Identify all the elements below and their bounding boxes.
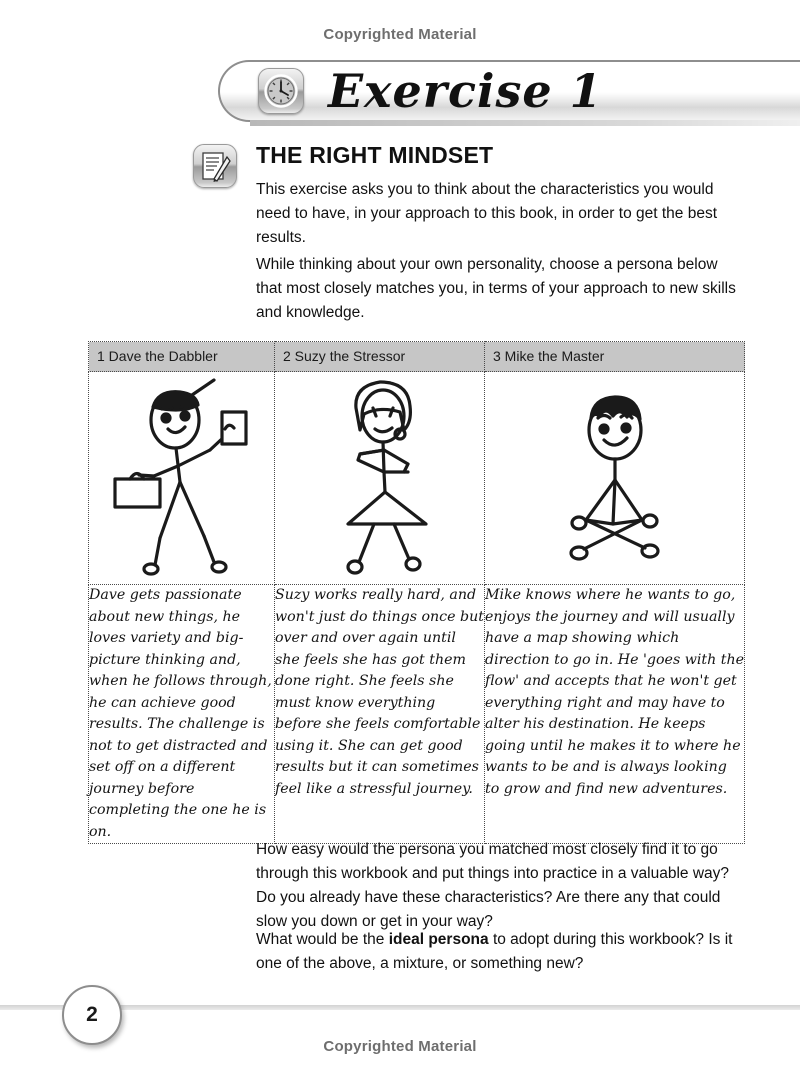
intro-paragraph: This exercise asks you to think about the characteristics you would need to have, in your approach to this book, in order to get the best results. [256, 181, 717, 246]
persona-header-dave: 1 Dave the Dabbler [89, 342, 275, 372]
section-title: THE RIGHT MINDSET [256, 142, 494, 168]
reflection-question-1: How easy would the persona you matched most closely find it to go through this workbook and put things into practice in a valuable way? Do you already have these characteristics? Are there any that could slow you down or get in your way? [256, 841, 730, 930]
persona-description-mike: Mike knows where he wants to go, enjoys the journey and will usually have a map showing which direction to go in. He 'goes with the flow' and accepts that he won't get everything right and may have to alter his destination. He keeps going until he makes it to where he wants to be and is always looking to grow and find new adventures. [485, 585, 745, 844]
stick-figure-mike-meditating [485, 372, 745, 585]
stick-figure-suzy-arms-crossed [275, 372, 485, 585]
exercise-banner [218, 60, 800, 122]
question-2-suffix: to adopt during this workbook? Is it one of the above, a mixture, or something new? [256, 931, 733, 972]
instruction-paragraph: While thinking about your own personality, choose a persona below that most closely matches you, in terms of your approach to new skills and knowledge. [256, 256, 736, 321]
persona-description-dave: Dave gets passionate about new things, he loves variety and big-picture thinking and, when he follows through, he can achieve good results. The challenge is not to get distracted and set off on a different journey before completing the one he is on. [89, 585, 275, 844]
document-pencil-icon [193, 144, 237, 188]
exercise-title: Exercise 1 [328, 64, 603, 118]
table-header-row [89, 342, 745, 372]
persona-header-suzy: 2 Suzy the Stressor [275, 342, 485, 372]
persona-table [88, 341, 745, 844]
question-2-emphasis: ideal persona [388, 931, 489, 948]
question-2-prefix: What would be the [256, 931, 389, 948]
page-number-badge: 2 [62, 985, 122, 1045]
copyright-notice-top: Copyrighted Material [323, 26, 477, 43]
table-figure-row [89, 372, 745, 585]
stick-figure-dave-with-briefcase [89, 372, 275, 585]
persona-description-suzy: Suzy works really hard, and won't just do things once but over and over again until she feels she has got them done right. She feels she must know everything before she feels comfortable using it. She can get good results but it can sometimes feel like a stressful journey. [275, 585, 485, 844]
clock-icon [258, 68, 304, 114]
reflection-question-2 [256, 928, 746, 976]
copyright-notice-bottom: Copyrighted Material [323, 1038, 477, 1055]
table-description-row [89, 585, 745, 844]
persona-header-mike: 3 Mike the Master [485, 342, 745, 372]
